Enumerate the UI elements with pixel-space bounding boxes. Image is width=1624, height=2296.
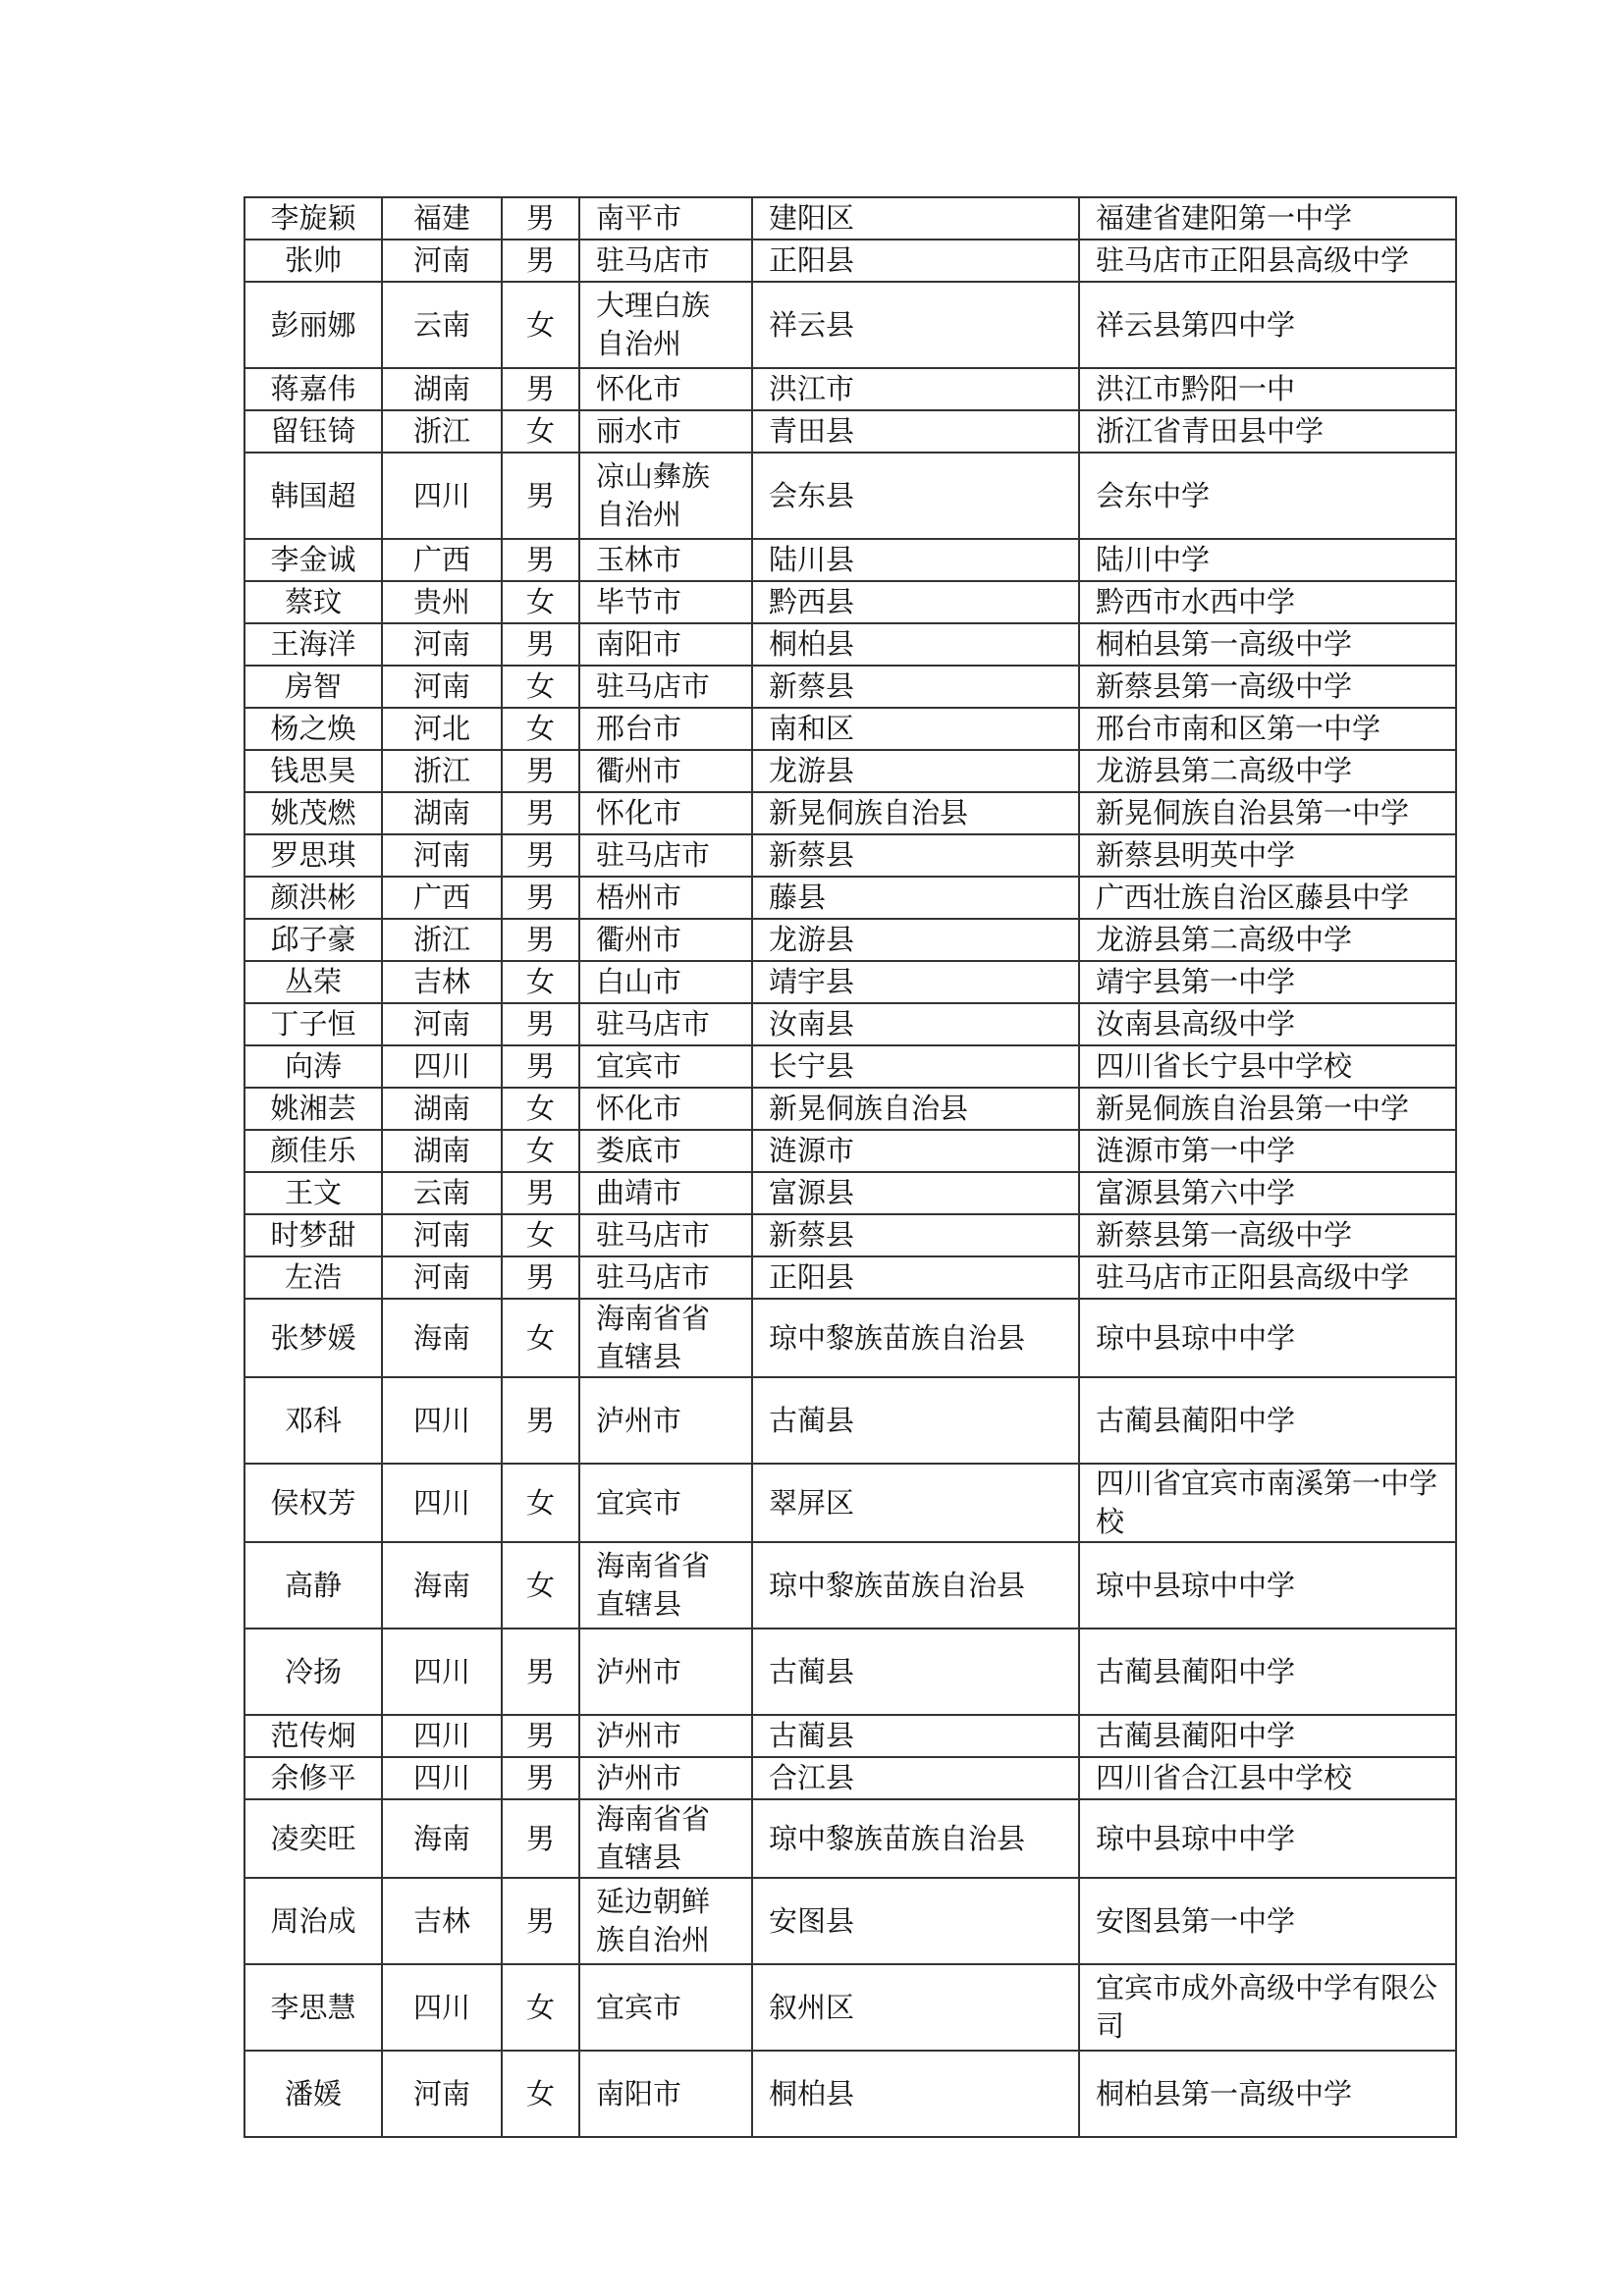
province-cell: 浙江	[382, 410, 502, 453]
city-cell: 南平市	[579, 197, 752, 240]
table-row	[244, 1799, 1456, 1878]
table-row	[244, 666, 1456, 708]
district-cell: 桐柏县	[752, 2051, 1079, 2137]
gender-cell: 女	[502, 1464, 579, 1542]
province-cell: 广西	[382, 539, 502, 581]
school-cell: 祥云县第四中学	[1079, 282, 1456, 368]
student-name-cell: 张帅	[244, 240, 382, 282]
district-cell: 龙游县	[752, 919, 1079, 961]
student-name-cell: 韩国超	[244, 453, 382, 539]
district-cell: 琼中黎族苗族自治县	[752, 1799, 1079, 1878]
district-cell: 翠屏区	[752, 1464, 1079, 1542]
table-row	[244, 961, 1456, 1003]
province-cell: 河南	[382, 666, 502, 708]
school-cell: 新蔡县第一高级中学	[1079, 666, 1456, 708]
district-cell: 叙州区	[752, 1964, 1079, 2051]
district-cell: 会东县	[752, 453, 1079, 539]
table-row	[244, 750, 1456, 792]
city-cell: 宜宾市	[579, 1045, 752, 1088]
gender-cell: 男	[502, 1629, 579, 1715]
city-cell: 驻马店市	[579, 1214, 752, 1256]
district-cell: 古蔺县	[752, 1377, 1079, 1464]
gender-cell: 男	[502, 1715, 579, 1757]
province-cell: 浙江	[382, 919, 502, 961]
province-cell: 四川	[382, 1757, 502, 1799]
province-cell: 四川	[382, 1964, 502, 2051]
table-row	[244, 1757, 1456, 1799]
student-name-cell: 邓科	[244, 1377, 382, 1464]
province-cell: 云南	[382, 282, 502, 368]
table-row	[244, 410, 1456, 453]
city-cell: 海南省省直辖县	[579, 1542, 752, 1629]
student-name-cell: 杨之焕	[244, 708, 382, 750]
city-cell: 衢州市	[579, 919, 752, 961]
province-cell: 河南	[382, 2051, 502, 2137]
school-cell: 古蔺县蔺阳中学	[1079, 1629, 1456, 1715]
student-name-cell: 侯权芳	[244, 1464, 382, 1542]
province-cell: 河南	[382, 1003, 502, 1045]
city-cell: 海南省省直辖县	[579, 1799, 752, 1878]
city-cell: 大理白族自治州	[579, 282, 752, 368]
province-cell: 湖南	[382, 368, 502, 410]
gender-cell: 男	[502, 792, 579, 834]
school-cell: 新蔡县明英中学	[1079, 834, 1456, 877]
student-name-cell: 王海洋	[244, 623, 382, 666]
district-cell: 藤县	[752, 877, 1079, 919]
province-cell: 云南	[382, 1172, 502, 1214]
school-cell: 涟源市第一中学	[1079, 1130, 1456, 1172]
city-cell: 南阳市	[579, 2051, 752, 2137]
province-cell: 吉林	[382, 961, 502, 1003]
school-cell: 广西壮族自治区藤县中学	[1079, 877, 1456, 919]
gender-cell: 女	[502, 2051, 579, 2137]
gender-cell: 男	[502, 919, 579, 961]
gender-cell: 男	[502, 1256, 579, 1299]
school-cell: 富源县第六中学	[1079, 1172, 1456, 1214]
school-cell: 浙江省青田县中学	[1079, 410, 1456, 453]
school-cell: 安图县第一中学	[1079, 1878, 1456, 1964]
city-cell: 泸州市	[579, 1757, 752, 1799]
school-cell: 古蔺县蔺阳中学	[1079, 1715, 1456, 1757]
district-cell: 新晃侗族自治县	[752, 792, 1079, 834]
city-cell: 驻马店市	[579, 240, 752, 282]
city-cell: 衢州市	[579, 750, 752, 792]
school-cell: 古蔺县蔺阳中学	[1079, 1377, 1456, 1464]
district-cell: 青田县	[752, 410, 1079, 453]
province-cell: 四川	[382, 1377, 502, 1464]
district-cell: 靖宇县	[752, 961, 1079, 1003]
province-cell: 河南	[382, 1214, 502, 1256]
school-cell: 新晃侗族自治县第一中学	[1079, 1088, 1456, 1130]
district-cell: 祥云县	[752, 282, 1079, 368]
table-row	[244, 1214, 1456, 1256]
student-name-cell: 房智	[244, 666, 382, 708]
gender-cell: 女	[502, 1088, 579, 1130]
student-name-cell: 丛荣	[244, 961, 382, 1003]
gender-cell: 男	[502, 240, 579, 282]
district-cell: 洪江市	[752, 368, 1079, 410]
school-cell: 桐柏县第一高级中学	[1079, 623, 1456, 666]
table-row	[244, 919, 1456, 961]
table-row	[244, 834, 1456, 877]
gender-cell: 男	[502, 877, 579, 919]
table-row	[244, 1045, 1456, 1088]
gender-cell: 男	[502, 1799, 579, 1878]
student-name-cell: 向涛	[244, 1045, 382, 1088]
student-name-cell: 钱思昊	[244, 750, 382, 792]
school-cell: 黔西市水西中学	[1079, 581, 1456, 623]
student-name-cell: 邱子豪	[244, 919, 382, 961]
district-cell: 正阳县	[752, 1256, 1079, 1299]
table-row	[244, 1964, 1456, 2051]
gender-cell: 男	[502, 197, 579, 240]
gender-cell: 女	[502, 1299, 579, 1377]
city-cell: 丽水市	[579, 410, 752, 453]
student-name-cell: 姚茂燃	[244, 792, 382, 834]
gender-cell: 女	[502, 581, 579, 623]
table-row	[244, 240, 1456, 282]
district-cell: 富源县	[752, 1172, 1079, 1214]
gender-cell: 男	[502, 1003, 579, 1045]
city-cell: 曲靖市	[579, 1172, 752, 1214]
table-row	[244, 877, 1456, 919]
table-row	[244, 2051, 1456, 2137]
province-cell: 四川	[382, 1715, 502, 1757]
province-cell: 海南	[382, 1542, 502, 1629]
province-cell: 贵州	[382, 581, 502, 623]
district-cell: 涟源市	[752, 1130, 1079, 1172]
district-cell: 琼中黎族苗族自治县	[752, 1299, 1079, 1377]
city-cell: 泸州市	[579, 1377, 752, 1464]
province-cell: 河北	[382, 708, 502, 750]
district-cell: 合江县	[752, 1757, 1079, 1799]
district-cell: 新蔡县	[752, 834, 1079, 877]
school-cell: 龙游县第二高级中学	[1079, 750, 1456, 792]
student-name-cell: 周治成	[244, 1878, 382, 1964]
province-cell: 湖南	[382, 1088, 502, 1130]
student-name-cell: 颜洪彬	[244, 877, 382, 919]
district-cell: 古蔺县	[752, 1629, 1079, 1715]
school-cell: 宜宾市成外高级中学有限公司	[1079, 1964, 1456, 2051]
district-cell: 正阳县	[752, 240, 1079, 282]
table-row	[244, 453, 1456, 539]
school-cell: 汝南县高级中学	[1079, 1003, 1456, 1045]
student-name-cell: 高静	[244, 1542, 382, 1629]
province-cell: 四川	[382, 1045, 502, 1088]
school-cell: 洪江市黔阳一中	[1079, 368, 1456, 410]
school-cell: 琼中县琼中中学	[1079, 1542, 1456, 1629]
school-cell: 靖宇县第一中学	[1079, 961, 1456, 1003]
province-cell: 四川	[382, 1629, 502, 1715]
gender-cell: 女	[502, 666, 579, 708]
student-name-cell: 时梦甜	[244, 1214, 382, 1256]
student-name-cell: 张梦媛	[244, 1299, 382, 1377]
city-cell: 泸州市	[579, 1629, 752, 1715]
table-row	[244, 1172, 1456, 1214]
gender-cell: 女	[502, 1542, 579, 1629]
school-cell: 福建省建阳第一中学	[1079, 197, 1456, 240]
city-cell: 玉林市	[579, 539, 752, 581]
city-cell: 娄底市	[579, 1130, 752, 1172]
table-row	[244, 1256, 1456, 1299]
province-cell: 浙江	[382, 750, 502, 792]
student-name-cell: 余修平	[244, 1757, 382, 1799]
province-cell: 海南	[382, 1299, 502, 1377]
city-cell: 海南省省直辖县	[579, 1299, 752, 1377]
district-cell: 新晃侗族自治县	[752, 1088, 1079, 1130]
gender-cell: 女	[502, 708, 579, 750]
province-cell: 湖南	[382, 792, 502, 834]
city-cell: 凉山彝族自治州	[579, 453, 752, 539]
province-cell: 福建	[382, 197, 502, 240]
city-cell: 南阳市	[579, 623, 752, 666]
table-row	[244, 581, 1456, 623]
student-name-cell: 范传炯	[244, 1715, 382, 1757]
school-cell: 邢台市南和区第一中学	[1079, 708, 1456, 750]
gender-cell: 男	[502, 453, 579, 539]
province-cell: 河南	[382, 240, 502, 282]
table-row	[244, 792, 1456, 834]
school-cell: 龙游县第二高级中学	[1079, 919, 1456, 961]
gender-cell: 男	[502, 1172, 579, 1214]
gender-cell: 男	[502, 1878, 579, 1964]
table-row	[244, 368, 1456, 410]
gender-cell: 男	[502, 368, 579, 410]
city-cell: 毕节市	[579, 581, 752, 623]
city-cell: 泸州市	[579, 1715, 752, 1757]
school-cell: 驻马店市正阳县高级中学	[1079, 1256, 1456, 1299]
table-row	[244, 1542, 1456, 1629]
city-cell: 驻马店市	[579, 1003, 752, 1045]
city-cell: 邢台市	[579, 708, 752, 750]
province-cell: 河南	[382, 1256, 502, 1299]
student-name-cell: 颜佳乐	[244, 1130, 382, 1172]
table-row	[244, 539, 1456, 581]
student-name-cell: 留钰锜	[244, 410, 382, 453]
school-cell: 新晃侗族自治县第一中学	[1079, 792, 1456, 834]
student-name-cell: 蔡玟	[244, 581, 382, 623]
student-name-cell: 彭丽娜	[244, 282, 382, 368]
district-cell: 汝南县	[752, 1003, 1079, 1045]
table-row	[244, 708, 1456, 750]
district-cell: 安图县	[752, 1878, 1079, 1964]
table-row	[244, 1088, 1456, 1130]
province-cell: 河南	[382, 623, 502, 666]
gender-cell: 男	[502, 539, 579, 581]
school-cell: 陆川中学	[1079, 539, 1456, 581]
gender-cell: 女	[502, 1130, 579, 1172]
province-cell: 四川	[382, 1464, 502, 1542]
school-cell: 四川省长宁县中学校	[1079, 1045, 1456, 1088]
student-name-cell: 王文	[244, 1172, 382, 1214]
district-cell: 新蔡县	[752, 666, 1079, 708]
district-cell: 建阳区	[752, 197, 1079, 240]
student-name-cell: 罗思琪	[244, 834, 382, 877]
student-name-cell: 凌奕旺	[244, 1799, 382, 1878]
student-name-cell: 李思慧	[244, 1964, 382, 2051]
student-name-cell: 潘媛	[244, 2051, 382, 2137]
student-name-cell: 姚湘芸	[244, 1088, 382, 1130]
gender-cell: 男	[502, 1757, 579, 1799]
gender-cell: 女	[502, 1214, 579, 1256]
province-cell: 吉林	[382, 1878, 502, 1964]
table-row	[244, 1715, 1456, 1757]
gender-cell: 女	[502, 961, 579, 1003]
gender-cell: 女	[502, 1964, 579, 2051]
gender-cell: 男	[502, 623, 579, 666]
table-row	[244, 1629, 1456, 1715]
district-cell: 黔西县	[752, 581, 1079, 623]
school-cell: 琼中县琼中中学	[1079, 1299, 1456, 1377]
district-cell: 龙游县	[752, 750, 1079, 792]
table-row	[244, 1003, 1456, 1045]
gender-cell: 女	[502, 410, 579, 453]
district-cell: 古蔺县	[752, 1715, 1079, 1757]
city-cell: 怀化市	[579, 368, 752, 410]
district-cell: 陆川县	[752, 539, 1079, 581]
school-cell: 桐柏县第一高级中学	[1079, 2051, 1456, 2137]
district-cell: 南和区	[752, 708, 1079, 750]
city-cell: 驻马店市	[579, 1256, 752, 1299]
gender-cell: 男	[502, 750, 579, 792]
student-roster-table	[244, 196, 1457, 2138]
city-cell: 怀化市	[579, 792, 752, 834]
school-cell: 琼中县琼中中学	[1079, 1799, 1456, 1878]
student-name-cell: 李旋颖	[244, 197, 382, 240]
roster-body	[244, 197, 1456, 2137]
student-name-cell: 冷扬	[244, 1629, 382, 1715]
city-cell: 驻马店市	[579, 834, 752, 877]
table-row	[244, 1130, 1456, 1172]
province-cell: 四川	[382, 453, 502, 539]
student-name-cell: 丁子恒	[244, 1003, 382, 1045]
district-cell: 桐柏县	[752, 623, 1079, 666]
school-cell: 会东中学	[1079, 453, 1456, 539]
province-cell: 广西	[382, 877, 502, 919]
province-cell: 湖南	[382, 1130, 502, 1172]
district-cell: 新蔡县	[752, 1214, 1079, 1256]
city-cell: 怀化市	[579, 1088, 752, 1130]
city-cell: 宜宾市	[579, 1964, 752, 2051]
table-row	[244, 1299, 1456, 1377]
district-cell: 长宁县	[752, 1045, 1079, 1088]
city-cell: 驻马店市	[579, 666, 752, 708]
gender-cell: 男	[502, 1377, 579, 1464]
table-row	[244, 1878, 1456, 1964]
table-row	[244, 1377, 1456, 1464]
student-name-cell: 蒋嘉伟	[244, 368, 382, 410]
school-cell: 驻马店市正阳县高级中学	[1079, 240, 1456, 282]
city-cell: 延边朝鲜族自治州	[579, 1878, 752, 1964]
city-cell: 白山市	[579, 961, 752, 1003]
city-cell: 宜宾市	[579, 1464, 752, 1542]
city-cell: 梧州市	[579, 877, 752, 919]
school-cell: 四川省宜宾市南溪第一中学校	[1079, 1464, 1456, 1542]
table-row	[244, 1464, 1456, 1542]
district-cell: 琼中黎族苗族自治县	[752, 1542, 1079, 1629]
gender-cell: 男	[502, 834, 579, 877]
school-cell: 四川省合江县中学校	[1079, 1757, 1456, 1799]
gender-cell: 女	[502, 282, 579, 368]
student-name-cell: 左浩	[244, 1256, 382, 1299]
gender-cell: 男	[502, 1045, 579, 1088]
school-cell: 新蔡县第一高级中学	[1079, 1214, 1456, 1256]
table-row	[244, 282, 1456, 368]
table-row	[244, 197, 1456, 240]
province-cell: 海南	[382, 1799, 502, 1878]
province-cell: 河南	[382, 834, 502, 877]
table-row	[244, 623, 1456, 666]
student-name-cell: 李金诚	[244, 539, 382, 581]
